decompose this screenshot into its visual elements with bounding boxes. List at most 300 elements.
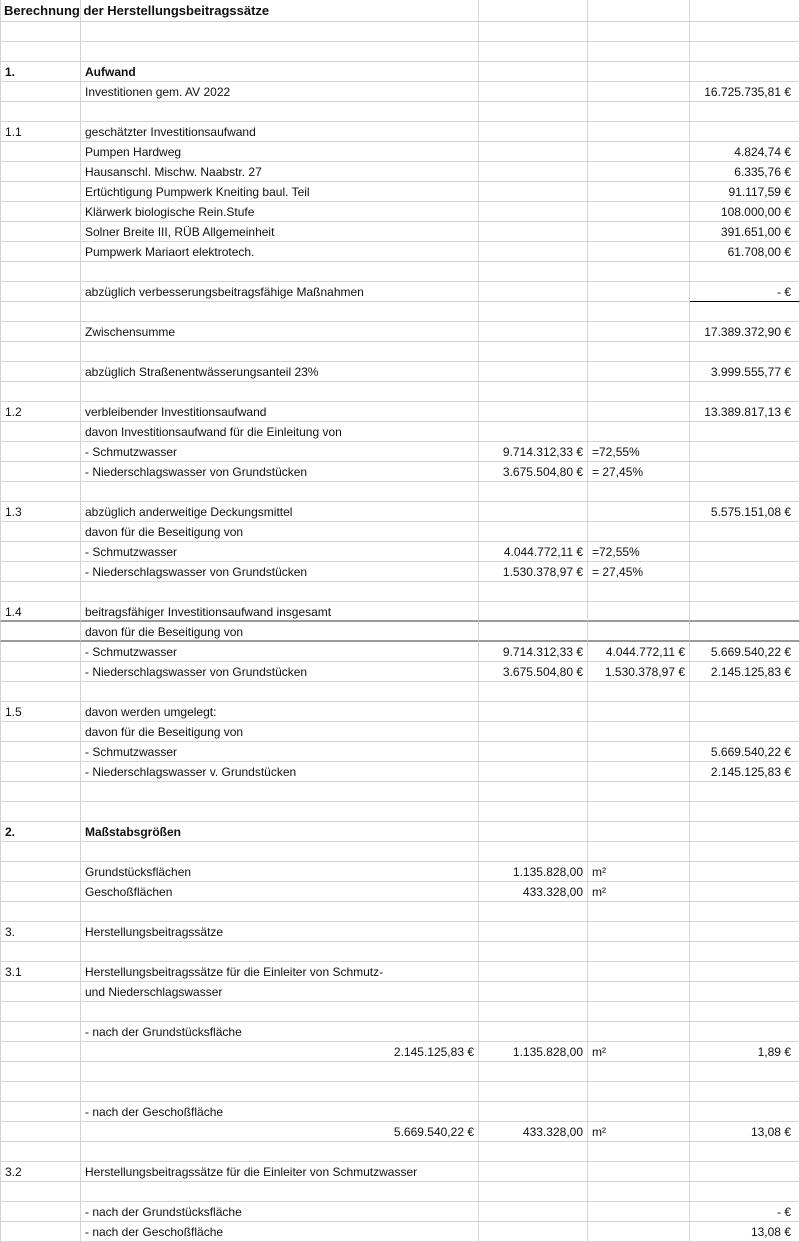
amount-cell [479,502,588,522]
amount-cell [479,142,588,162]
row-number-cell: 1.1 [0,122,81,142]
share-cell [588,982,690,1002]
amount-cell: 3.675.504,80 € [479,462,588,482]
share-cell [588,402,690,422]
table-row [0,982,800,1002]
amount-cell [479,382,588,402]
row-number-cell: 1. [0,62,81,82]
row-number-cell [0,82,81,102]
total-cell: 4.824,74 € [690,142,800,162]
table-row [0,602,800,622]
label-cell [81,262,479,282]
total-cell [690,982,800,1002]
share-cell: = 27,45% [588,562,690,582]
empty-row [0,1182,800,1202]
total-cell: - € [690,282,800,302]
amount-cell [479,962,588,982]
amount-cell: 433.328,00 [479,882,588,902]
share-cell: = 27,45% [588,462,690,482]
amount-cell [479,582,588,602]
amount-cell [479,522,588,542]
label-cell: Investitionen gem. AV 2022 [81,82,479,102]
total-cell [690,562,800,582]
row-number-cell [0,442,81,462]
row-number-cell [0,22,81,42]
table-row [0,962,800,982]
amount-cell: 1.135.828,00 [479,1042,588,1062]
empty-row [0,942,800,962]
label-cell [81,1142,479,1162]
row-number-cell [0,302,81,322]
share-cell [588,902,690,922]
row-number-cell [0,322,81,342]
empty-row [0,1082,800,1102]
share-cell [588,222,690,242]
table-row [0,1122,800,1142]
total-cell: 17.389.372,90 € [690,322,800,342]
label-cell: davon werden umgelegt: [81,702,479,722]
table-row [0,422,800,442]
amount-cell [479,42,588,62]
label-cell: Herstellungsbeitragssätze [81,922,479,942]
total-cell [690,802,800,822]
total-cell [690,382,800,402]
row-number-cell [0,582,81,602]
row-number-cell [0,142,81,162]
share-cell: 4.044.772,11 € [588,642,690,662]
table-row [0,522,800,542]
row-number-cell [0,182,81,202]
total-cell [690,122,800,142]
row-number-cell [0,1142,81,1162]
amount-cell [479,1102,588,1122]
amount-cell [479,322,588,342]
amount-cell [479,82,588,102]
empty-row [0,42,800,62]
row-number-cell [0,722,81,742]
table-row [0,1042,800,1062]
total-cell [690,882,800,902]
amount-cell [479,842,588,862]
share-cell [588,582,690,602]
total-cell [690,422,800,442]
amount-cell [479,1182,588,1202]
amount-cell [479,982,588,1002]
share-cell [588,842,690,862]
share-cell [588,1202,690,1222]
row-number-cell [0,842,81,862]
share-cell [588,362,690,382]
row-number-cell [0,382,81,402]
row-number-cell: 1.5 [0,702,81,722]
amount-cell [479,1082,588,1102]
row-number-cell: 3.2 [0,1162,81,1182]
label-cell: Solner Breite III, RÜB Allgemeinheit [81,222,479,242]
amount-cell [479,222,588,242]
table-row [0,642,800,662]
table-row [0,1222,800,1242]
amount-cell [479,902,588,922]
amount-cell [479,342,588,362]
label-cell: - nach der Grundstücksfläche [81,1202,479,1222]
row-number-cell [0,202,81,222]
label-cell [81,302,479,322]
row-number-cell [0,882,81,902]
empty-row [0,842,800,862]
row-number-cell [0,762,81,782]
total-cell: 5.669.540,22 € [690,742,800,762]
total-cell [690,302,800,322]
label-cell: - Schmutzwasser [81,742,479,762]
row-number-cell: 1.3 [0,502,81,522]
amount-cell [479,482,588,502]
label-cell: verbleibender Investitionsaufwand [81,402,479,422]
amount-cell [479,1162,588,1182]
amount-cell: 1.135.828,00 [479,862,588,882]
table-row [0,922,800,942]
row-number-cell [0,162,81,182]
share-cell [588,522,690,542]
share-cell [588,1022,690,1042]
amount-cell: 4.044.772,11 € [479,542,588,562]
total-cell: 13.389.817,13 € [690,402,800,422]
total-cell: 16.725.735,81 € [690,82,800,102]
empty-row [0,382,800,402]
label-cell: - Schmutzwasser [81,442,479,462]
table-row [0,402,800,422]
label-cell: - Schmutzwasser [81,542,479,562]
table-row [0,702,800,722]
total-cell [690,22,800,42]
amount-cell [479,742,588,762]
total-cell [690,1182,800,1202]
share-cell [588,922,690,942]
total-cell: 5.669.540,22 € [690,642,800,662]
total-cell [690,542,800,562]
amount-cell [479,402,588,422]
total-cell [690,782,800,802]
total-cell [690,1102,800,1122]
label-cell [81,942,479,962]
share-cell [588,202,690,222]
table-row [0,882,800,902]
amount-cell [479,622,588,642]
share-cell [588,102,690,122]
row-number-cell: 2. [0,822,81,842]
share-cell [588,1162,690,1182]
label-cell [81,342,479,362]
table-row [0,62,800,82]
total-cell [690,682,800,702]
empty-row [0,262,800,282]
total-cell: 2.145.125,83 € [690,662,800,682]
label-cell: Ertüchtigung Pumpwerk Kneiting baul. Teil [81,182,479,202]
row-number-cell [0,1122,81,1142]
label-cell: 5.669.540,22 € [81,1122,479,1142]
row-number-cell [0,942,81,962]
sheet-title: Berechnung der Herstellungsbeitragssätze [4,3,270,18]
total-cell [690,442,800,462]
total-cell [690,1162,800,1182]
label-cell: - Niederschlagswasser von Grundstücken [81,462,479,482]
row-number-cell [0,242,81,262]
table-row [0,322,800,342]
empty-row [0,1142,800,1162]
share-cell [588,122,690,142]
total-cell: 2.145.125,83 € [690,762,800,782]
table-row [0,542,800,562]
share-cell [588,82,690,102]
amount-cell [479,122,588,142]
label-cell: Herstellungsbeitragssätze für die Einleiter von Schmutz- [81,962,479,982]
label-cell: Herstellungsbeitragssätze für die Einleiter von Schmutzwasser [81,1162,479,1182]
label-cell: Aufwand [81,62,479,82]
row-number-cell: 1.4 [0,602,81,622]
share-cell [588,62,690,82]
empty-row [0,1062,800,1082]
label-cell: abzüglich anderweitige Deckungsmittel [81,502,479,522]
total-cell [690,902,800,922]
label-cell: - nach der Grundstücksfläche [81,1022,479,1042]
row-number-cell: 3. [0,922,81,942]
table-row [0,1162,800,1182]
share-cell [588,1142,690,1162]
amount-cell: 9.714.312,33 € [479,642,588,662]
total-cell [690,42,800,62]
row-number-cell [0,642,81,662]
empty-row [0,22,800,42]
table-row [0,162,800,182]
amount-cell [479,822,588,842]
share-cell [588,22,690,42]
total-cell: 5.575.151,08 € [690,502,800,522]
table-row [0,622,800,642]
label-cell [81,1182,479,1202]
total-cell [690,62,800,82]
share-cell [588,762,690,782]
label-cell: - nach der Geschoßfläche [81,1102,479,1122]
table-row [0,1102,800,1122]
amount-cell [479,802,588,822]
row-number-cell: 1.2 [0,402,81,422]
amount-cell [479,302,588,322]
amount-cell [479,282,588,302]
table-row [0,82,800,102]
row-number-cell [0,902,81,922]
total-cell [690,922,800,942]
table-row [0,822,800,842]
amount-cell [479,62,588,82]
total-cell: 3.999.555,77 € [690,362,800,382]
table-row [0,862,800,882]
empty-row [0,782,800,802]
row-number-cell [0,1002,81,1022]
row-number-cell [0,462,81,482]
amount-cell [479,1022,588,1042]
table-row [0,442,800,462]
table-row [0,242,800,262]
label-cell: davon für die Beseitigung von [81,522,479,542]
total-cell [690,1142,800,1162]
row-number-cell [0,562,81,582]
table-row [0,722,800,742]
table-row [0,742,800,762]
row-number-cell [0,42,81,62]
label-cell [81,902,479,922]
row-number-cell [0,802,81,822]
total-cell: - € [690,1202,800,1222]
label-cell: Pumpen Hardweg [81,142,479,162]
row-number-cell [0,222,81,242]
share-cell [588,782,690,802]
amount-cell [479,162,588,182]
row-number-cell [0,1182,81,1202]
share-cell [588,1002,690,1022]
share-cell [588,682,690,702]
label-cell: - Niederschlagswasser v. Grundstücken [81,762,479,782]
share-cell [588,282,690,302]
amount-cell [479,182,588,202]
label-cell [81,1002,479,1022]
share-cell [588,702,690,722]
table-row [0,562,800,582]
share-cell [588,722,690,742]
label-cell [81,382,479,402]
table-row [0,1022,800,1042]
total-cell [690,622,800,642]
label-cell [81,1062,479,1082]
share-cell [588,422,690,442]
label-cell: - nach der Geschoßfläche [81,1222,479,1242]
label-cell: abzüglich Straßenentwässerungsanteil 23% [81,362,479,382]
total-cell [690,702,800,722]
row-number-cell [0,1062,81,1082]
label-cell: Pumpwerk Mariaort elektrotech. [81,242,479,262]
row-number-cell [0,742,81,762]
empty-row [0,582,800,602]
amount-cell [479,262,588,282]
share-cell [588,482,690,502]
share-cell: 1.530.378,97 € [588,662,690,682]
table-row [0,142,800,162]
label-cell: und Niederschlagswasser [81,982,479,1002]
amount-cell [479,362,588,382]
share-cell [588,142,690,162]
total-cell [690,1082,800,1102]
share-cell [588,622,690,642]
label-cell: abzüglich verbesserungsbeitragsfähige Maßnahmen [81,282,479,302]
row-number-cell [0,1202,81,1222]
share-cell: =72,55% [588,542,690,562]
total-cell: 13,08 € [690,1122,800,1142]
total-cell [690,342,800,362]
row-number-cell [0,682,81,702]
row-number-cell [0,1022,81,1042]
share-cell [588,802,690,822]
total-cell [690,1062,800,1082]
total-cell: 13,08 € [690,1222,800,1242]
label-cell [81,42,479,62]
label-cell: Maßstabsgrößen [81,822,479,842]
amount-cell [479,202,588,222]
amount-cell: 1.530.378,97 € [479,562,588,582]
amount-cell: 3.675.504,80 € [479,662,588,682]
empty-row [0,302,800,322]
share-cell [588,962,690,982]
total-cell [690,602,800,622]
label-cell: beitragsfähiger Investitionsaufwand insgesamt [81,602,479,622]
share-cell [588,182,690,202]
share-cell [588,322,690,342]
share-cell [588,1182,690,1202]
label-cell: - Niederschlagswasser von Grundstücken [81,662,479,682]
label-cell [81,482,479,502]
table-row [0,222,800,242]
table-row [0,202,800,222]
amount-cell [479,702,588,722]
share-cell [588,162,690,182]
label-cell [81,22,479,42]
row-number-cell [0,1082,81,1102]
row-number-cell [0,482,81,502]
total-cell [690,482,800,502]
label-cell: - Niederschlagswasser von Grundstücken [81,562,479,582]
total-cell [690,462,800,482]
empty-row [0,802,800,822]
total-cell [690,842,800,862]
amount-cell: 433.328,00 [479,1122,588,1142]
total-cell: 391.651,00 € [690,222,800,242]
total-cell: 6.335,76 € [690,162,800,182]
amount-cell [479,1202,588,1222]
label-cell [81,802,479,822]
share-cell [588,1102,690,1122]
share-cell [588,822,690,842]
total-cell: 61.708,00 € [690,242,800,262]
share-cell [588,502,690,522]
share-cell [588,242,690,262]
amount-cell [479,422,588,442]
row-number-cell [0,1102,81,1122]
row-number-cell [0,362,81,382]
empty-row [0,102,800,122]
amount-cell [479,762,588,782]
amount-cell [479,22,588,42]
row-number-cell [0,982,81,1002]
label-cell: Zwischensumme [81,322,479,342]
row-number-cell [0,282,81,302]
unit-cell: m² [588,882,690,902]
label-cell: Geschoßflächen [81,882,479,902]
total-cell [690,822,800,842]
table-row [0,462,800,482]
share-cell [588,1222,690,1242]
row-number-cell [0,862,81,882]
label-cell [81,682,479,702]
table-row [0,362,800,382]
table-row [0,182,800,202]
total-cell [690,582,800,602]
row-number-cell [0,782,81,802]
label-cell: 2.145.125,83 € [81,1042,479,1062]
table-row [0,502,800,522]
amount-cell [479,1142,588,1162]
table-row [0,1202,800,1222]
total-cell [690,862,800,882]
title-row [0,0,800,22]
empty-row [0,902,800,922]
amount-cell: 9.714.312,33 € [479,442,588,462]
